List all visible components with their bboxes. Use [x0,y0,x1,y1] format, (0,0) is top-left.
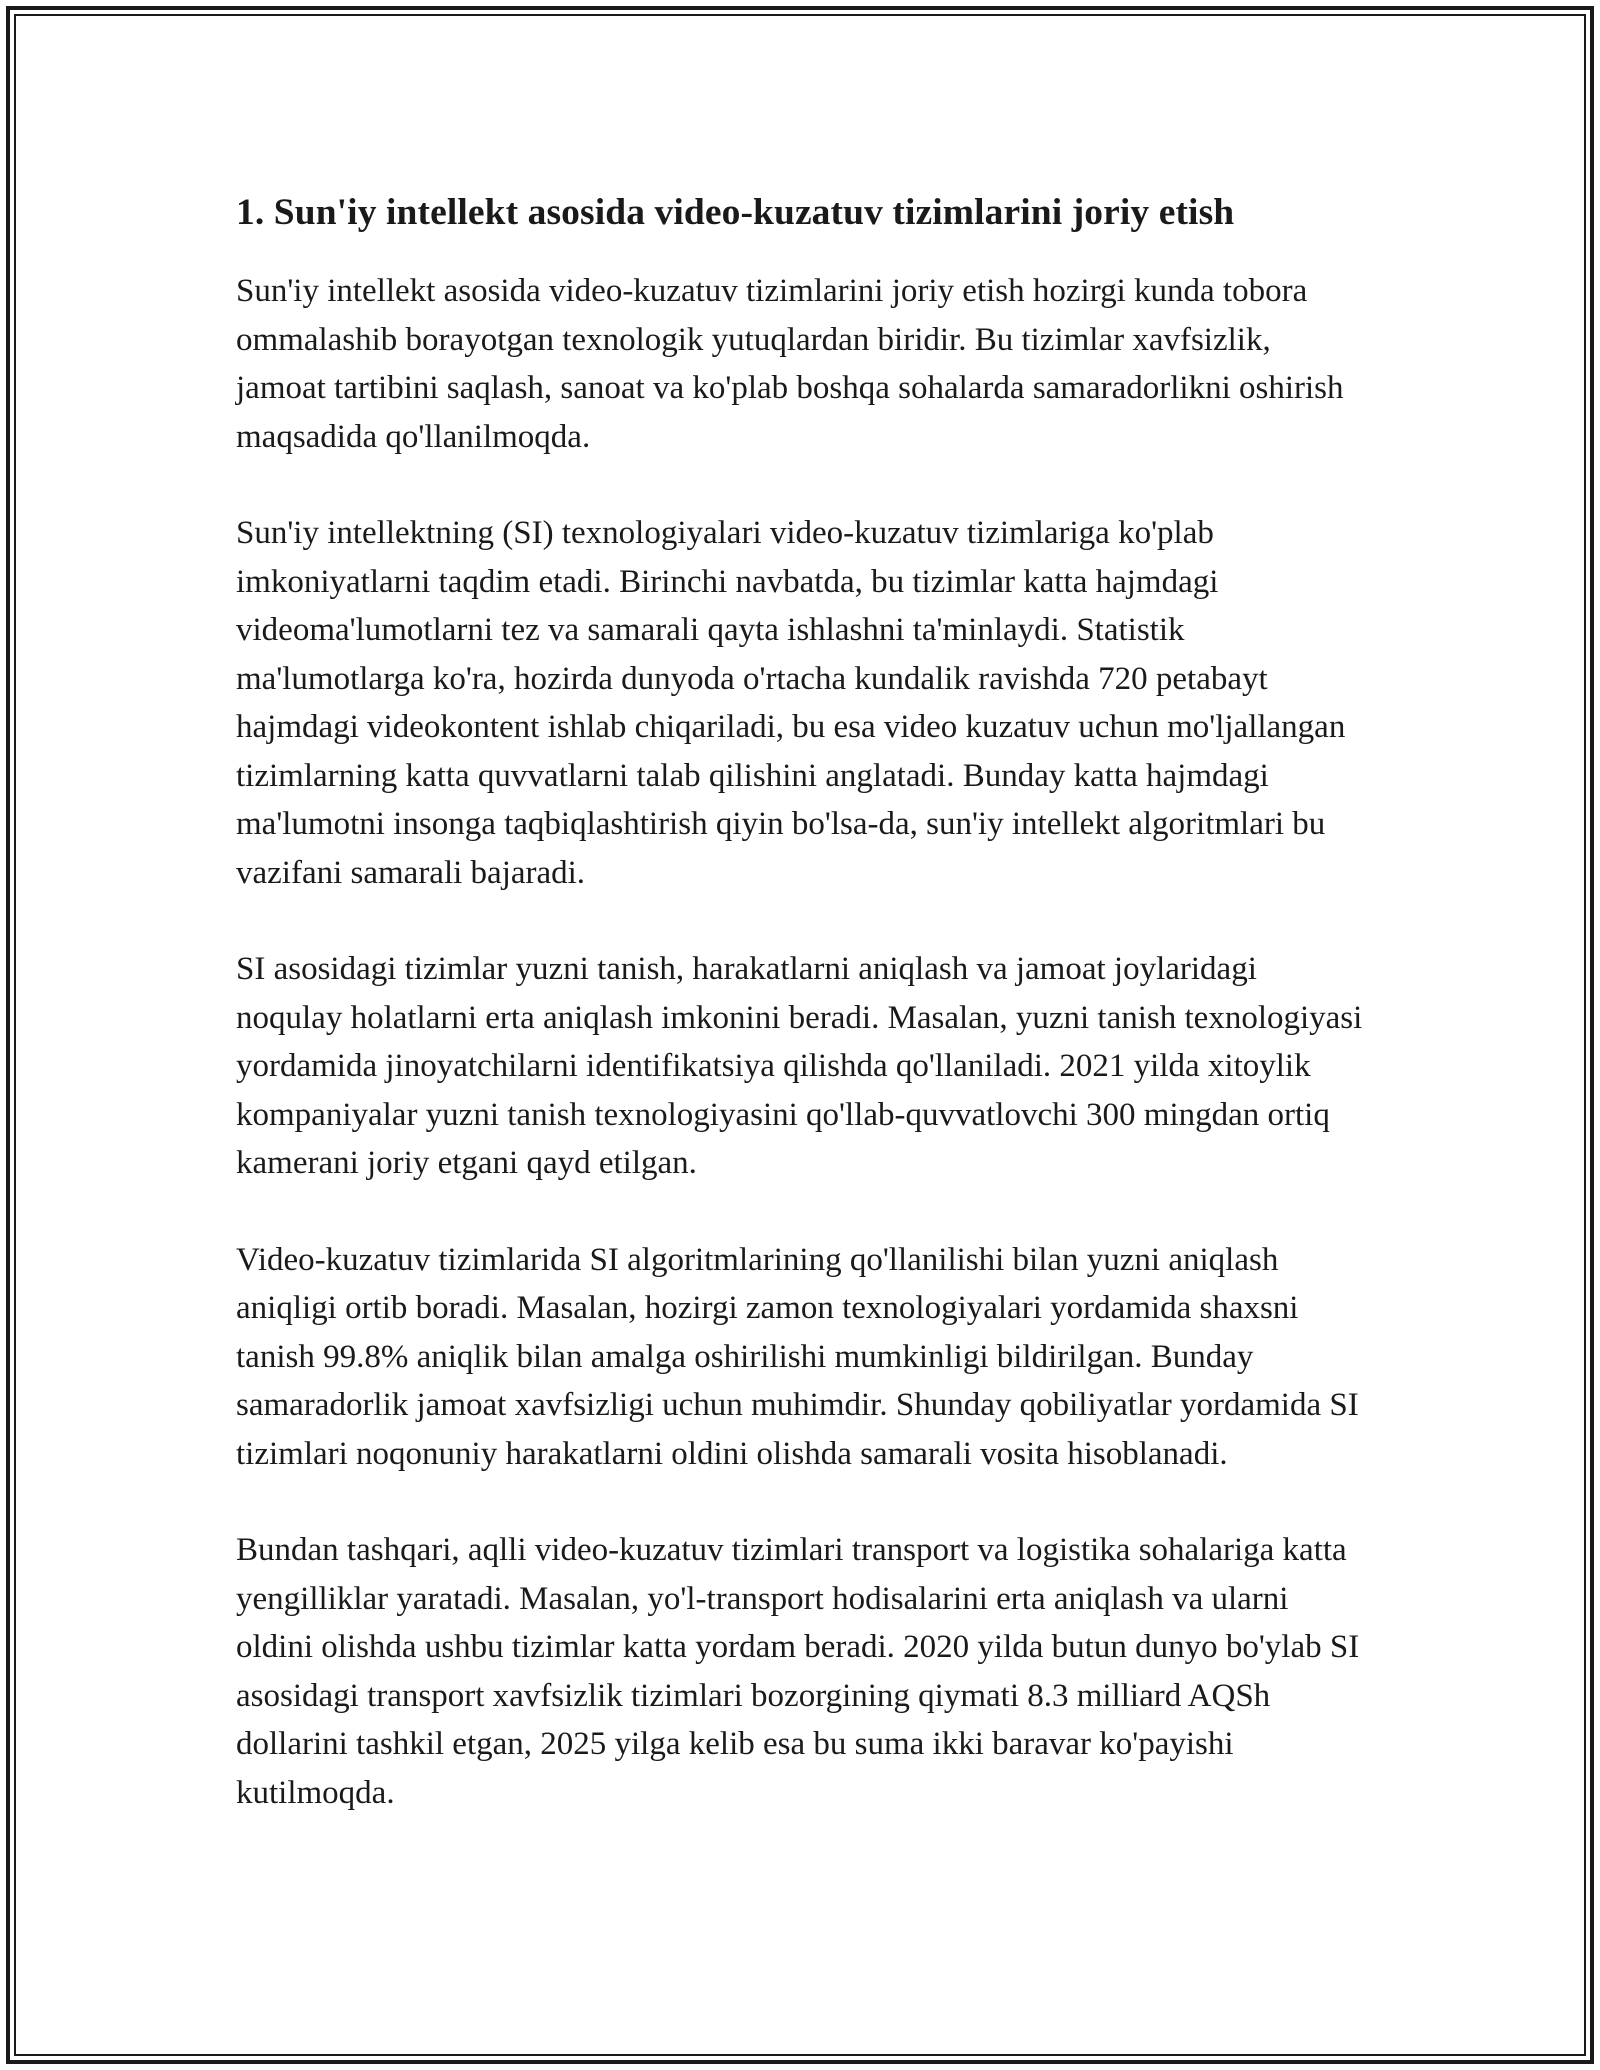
paragraph-capabilities: Sun'iy intellektning (SI) texnologiyalari video-kuzatuv tizimlariga ko'plab imkoniyatlarni taqdim etadi. Birinchi navbatda, bu tizimlar katta hajmdagi videoma'lumotlarni tez va samarali qayta ishlashni ta'minlaydi. Statistik ma'lumotlarga ko'ra, hozirda dunyoda o'rtacha kundalik ravishda 720 petabayt hajmdagi videokontent ishlab chiqariladi, bu esa video kuzatuv uchun mo'ljallangan tizimlarning katta quvvatlarni talab qilishini anglatadi. Bunday katta hajmdagi ma'lumotni insonga taqbiqlashtirish qiyin bo'lsa-da, sun'iy intellekt algoritmlari bu vazifani samarali bajaradi. [236,515,1346,891]
paragraph-intro: Sun'iy intellekt asosida video-kuzatuv tizimlarini joriy etish hozirgi kunda tobora ommalashib borayotgan texnologik yutuqlardan biridir. Bu tizimlar xavfsizlik, jamoat tartibini saqlash, sanoat va ko'plab boshqa sohalarda samaradorlikni oshirish maqsadida qo'llanilmoqda. [236,273,1344,455]
paragraph-face-recognition: SI asosidagi tizimlar yuzni tanish, harakatlarni aniqlash va jamoat joylaridagi noqulay holatlarni erta aniqlash imkonini beradi. Masalan, yuzni tanish texnologiyasi yordamida jinoyatchilarni identifikatsiya qilishda qo'llaniladi. 2021 yilda xitoylik kompaniyalar yuzni tanish texnologiyasini qo'llab-quvvatlovchi 300 mingdan ortiq kamerani joriy etgani qayd etilgan. [236,951,1363,1181]
section-heading: 1. Sun'iy intellekt asosida video-kuzatuv tizimlarini joriy etish [236,192,1235,233]
paragraph-transport: Bundan tashqari, aqlli video-kuzatuv tizimlari transport va logistika sohalariga katta yengilliklar yaratadi. Masalan, yo'l-transport hodisalarini erta aniqlash va ularni oldini olishda ushbu tizimlar katta yordam beradi. 2020 yilda butun dunyo bo'ylab SI asosidagi transport xavfsizlik tizimlari bozorgining qiymati 8.3 milliard AQSh dollarini tashkil etgan, 2025 yilga kelib esa bu suma ikki baravar ko'payishi kutilmoqda. [236,1532,1360,1811]
paragraph-accuracy: Video-kuzatuv tizimlarida SI algoritmlarining qo'llanilishi bilan yuzni aniqlash aniqligi ortib boradi. Masalan, hozirgi zamon texnologiyalari yordamida shaxsni tanish 99.8% aniqlik bilan amalga oshirilishi mumkinligi bildirilgan. Bunday samaradorlik jamoat xavfsizligi uchun muhimdir. Shunday qobiliyatlar yordamida SI tizimlari noqonuniy harakatlarni oldini olishda samarali vosita hisoblanadi. [236,1241,1359,1472]
document-body [236,185,1366,1865]
